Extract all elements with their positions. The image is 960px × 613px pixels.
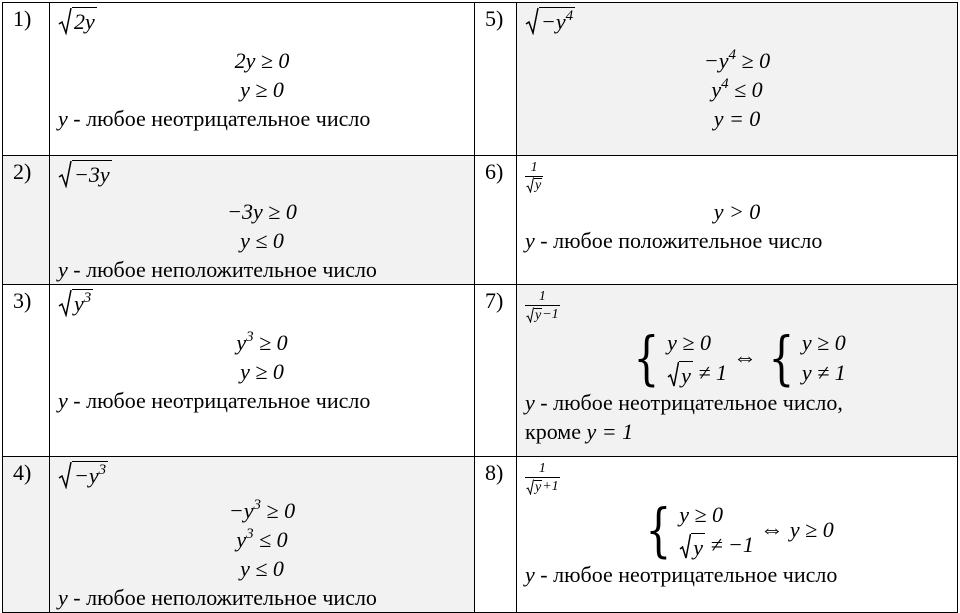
equation-system — [525, 324, 949, 393]
answer-description-continued: кроме y = 1 — [525, 419, 634, 445]
equivalence-icon: ⇔ — [759, 516, 784, 543]
sqrt-sign — [58, 289, 93, 317]
system-line: y ≠ 1 — [667, 358, 727, 388]
system-line: y ≥ 0 — [679, 502, 724, 527]
numerator: 1 — [538, 289, 546, 304]
cell-solution — [517, 285, 958, 457]
cell-number — [475, 3, 517, 156]
radicand: −3y — [74, 161, 110, 187]
equation-line: $-y^4 \ge 0$ — [703, 47, 771, 73]
sqrt-sign — [58, 7, 97, 35]
equation-line: $y^3 \ge 0$ — [236, 329, 288, 355]
answer-variable: y — [58, 388, 68, 413]
answer-variable: y — [58, 585, 68, 610]
item-number: 5) — [485, 6, 504, 31]
equation-line: $y^3 \le 0$ — [236, 526, 288, 552]
table-row — [3, 156, 958, 285]
cell-number — [3, 457, 50, 613]
item-number: 3) — [13, 288, 32, 313]
numerator: 1 — [538, 461, 546, 476]
cell-solution — [50, 3, 475, 156]
item-number: 8) — [485, 460, 504, 485]
equation-line: 2y ≥ 0 — [234, 48, 290, 73]
fraction-expression — [525, 160, 543, 193]
answer-text: - любое неположительное число — [67, 585, 377, 610]
radicand: 2y — [74, 8, 95, 34]
left-brace-icon: { — [768, 324, 795, 393]
answer-text: - любое неположительное число — [67, 257, 377, 282]
cell-solution — [50, 156, 475, 285]
cell-number — [475, 285, 517, 457]
cell-solution — [517, 457, 958, 613]
item-number: 1) — [13, 6, 32, 31]
cell-number — [3, 3, 50, 156]
radicand: $-y^4$ — [541, 7, 574, 34]
radical-expression — [525, 6, 575, 40]
fraction-expression — [525, 461, 560, 496]
cell-solution — [50, 457, 475, 613]
answer-description — [525, 226, 949, 255]
numerator: 1 — [530, 160, 538, 175]
cell-number — [475, 457, 517, 613]
answer-text: - любое неотрицательное число — [534, 562, 838, 588]
left-brace-icon: { — [633, 324, 660, 393]
table-row — [3, 285, 958, 457]
table-row — [3, 457, 958, 613]
system-line: y ≥ 0 — [801, 330, 846, 356]
answer-description — [525, 560, 949, 589]
sqrt-sign — [525, 7, 575, 35]
equation-line: $y^4 \le 0$ — [711, 76, 763, 102]
equivalence-icon: ⇔ — [733, 344, 757, 371]
equation-line: y ≤ 0 — [240, 228, 284, 253]
radical-expression — [58, 6, 97, 40]
answer-text: - любое неотрицательное число, — [534, 390, 843, 416]
answer-variable: y — [58, 106, 68, 131]
answer-text: - любое неотрицательное число — [67, 106, 371, 131]
sqrt-sign — [58, 461, 108, 489]
equation-line: −3y ≥ 0 — [227, 199, 297, 224]
denominator: y — [525, 176, 543, 193]
equation-line: $-y^3 \ge 0$ — [228, 497, 296, 523]
cell-number — [3, 156, 50, 285]
cell-number — [475, 156, 517, 285]
answer-description — [58, 583, 466, 612]
system-line: y ≠ 1 — [801, 360, 846, 386]
equation-system — [525, 496, 949, 565]
answer-variable: y — [525, 228, 535, 253]
answer-variable: y — [525, 390, 535, 416]
table-row — [3, 3, 958, 156]
equation-line: y > 0 — [713, 199, 761, 224]
radical-expression — [58, 159, 112, 193]
answer-description — [58, 255, 466, 284]
denominator: y −1 — [525, 305, 560, 324]
cell-solution — [517, 156, 958, 285]
cell-solution — [517, 3, 958, 156]
equation-line: y = 0 — [713, 106, 761, 131]
equation-line: y ≥ 0 — [240, 359, 284, 384]
radical-expression — [58, 460, 108, 494]
solutions-table — [2, 2, 958, 613]
answer-description — [525, 388, 949, 417]
item-number: 7) — [485, 288, 504, 313]
fraction-expression — [525, 289, 560, 324]
answer-description — [58, 386, 466, 415]
answer-description — [58, 104, 466, 133]
answer-text: - любое неотрицательное число — [67, 388, 371, 413]
answer-variable: y — [58, 257, 68, 282]
answer-variable: y — [525, 562, 535, 588]
item-number: 2) — [13, 159, 32, 184]
cell-solution — [50, 285, 475, 457]
system-line: y ≠ −1 — [679, 530, 754, 560]
system-line: y ≥ 0 — [667, 330, 711, 355]
item-number: 4) — [13, 460, 32, 485]
equation-line: y ≥ 0 — [240, 77, 284, 102]
answer-text: - любое положительное число — [534, 228, 823, 253]
item-number: 6) — [485, 159, 504, 184]
sqrt-sign — [58, 160, 112, 188]
radical-expression — [58, 288, 93, 322]
equation-line: y ≤ 0 — [240, 556, 284, 581]
denominator: y +1 — [525, 477, 560, 496]
cell-number — [3, 285, 50, 457]
system-result: y ≥ 0 — [789, 517, 834, 543]
left-brace-icon: { — [645, 496, 672, 565]
radicand: $y^3$ — [74, 289, 92, 316]
radicand: $-y^3$ — [74, 461, 107, 488]
